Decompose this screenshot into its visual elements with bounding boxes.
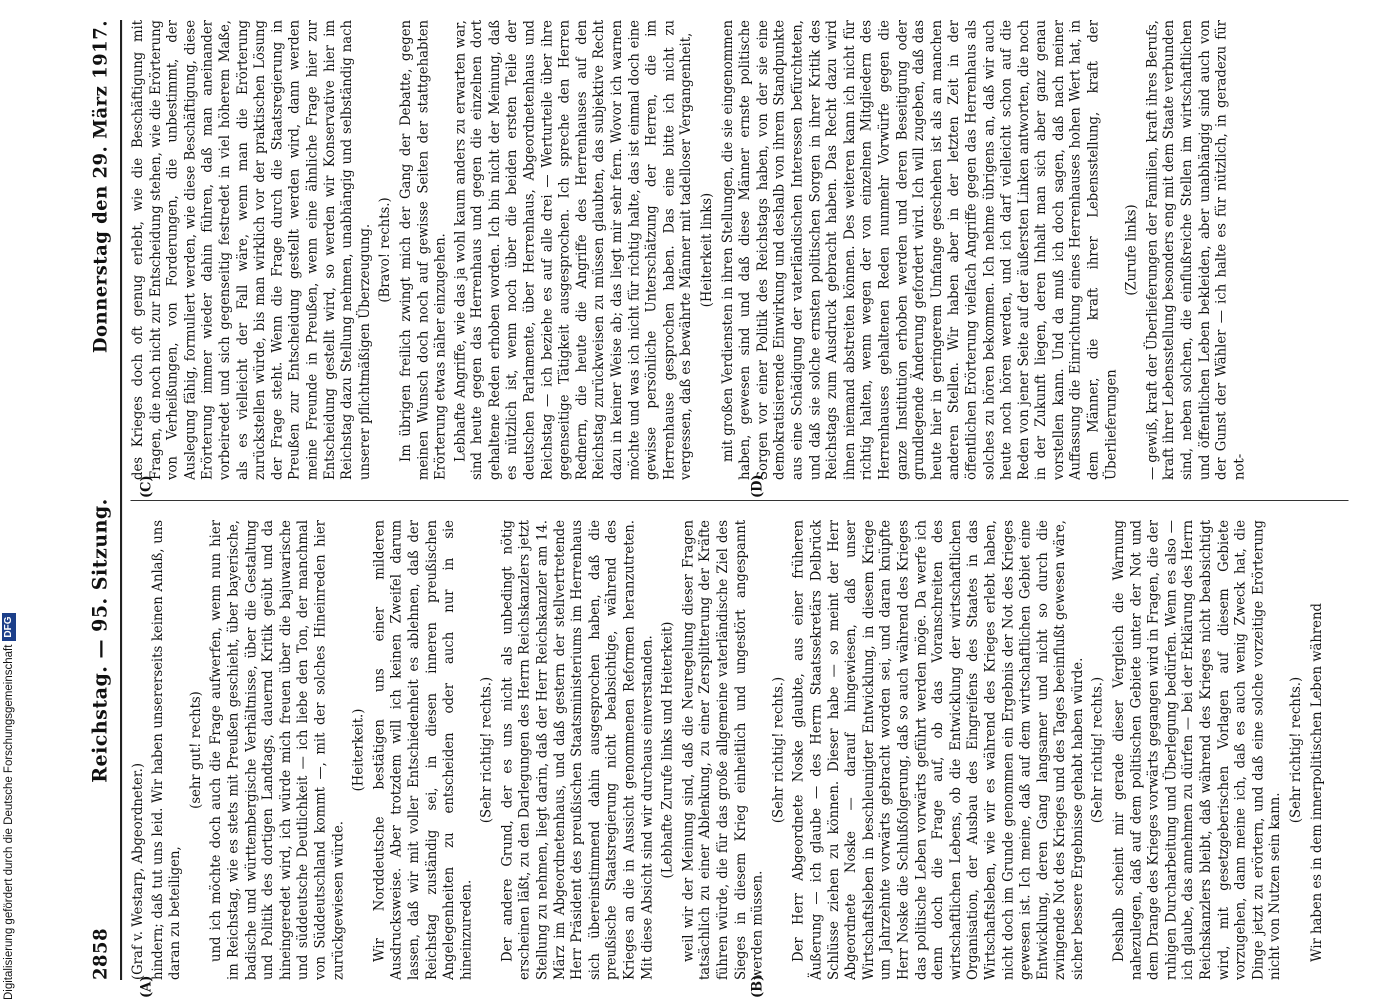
paragraph: Wir Norddeutsche bestätigen uns einer milderen Ausdrucksweise. Aber trotzdem will ich keinen Zweifel darum lassen, daß wir mit voller Entschiedenheit es ablehnen, daß der Reichstag zuständig sei, in diesen inneren preußischen Angelegenheiten zu entscheiden oder auch nur in sie hineinzureden. (371, 520, 475, 980)
interjection: (sehr gut! rechts) (188, 691, 204, 809)
page-number: 2858 (89, 927, 112, 980)
column-divider (131, 500, 1349, 501)
page-header (84, 20, 115, 980)
paragraph: — gewiß, kraft der Überlieferungen der Familien, kraft ihres Berufs, kraft ihrer Lebensstellung besonders eng mit dem Staate verbunden sind, neben solchen, die einflußreiche Stellen im wirtschaftlichen und öffentlichen Leben bekleiden, aber unabhängig sind auch von der Gunst der Wähler — ich halte es für nützlich, in geradezu für not- (1144, 20, 1248, 480)
paragraph: weil wir der Meinung sind, daß die Neuregelung dieser Fragen tatsächlich zu einer Ablenkung, zu einer Zersplitterung der Kräfte führen würde, die für das große allgemeine vaterländische Ziel des Sieges in diesem Krieg einheitlich und ungestört angespannt werden müssen. (680, 520, 766, 980)
paragraph: (Graf v. Westarp, Abgeordneter.) (130, 762, 147, 980)
interjection: (Sehr richtig! rechts.) (770, 676, 787, 824)
scanned-page (78, 0, 1370, 1000)
interjection: (Sehr richtig! rechts.) (1090, 676, 1107, 824)
footer-text: Digitalisierung gefördert durch die Deutsche Forschungsgemeinschaft (3, 644, 15, 1000)
paragraph: des Krieges doch oft genug erlebt, wie die Beschäftigung mit Fragen, die noch nicht zur Entscheidung stehen, wie die Erörterung von Verheißungen, von Forderungen, die unbestimmt, der Auslegung fähig, formuliert werden, wie diese Beschäftigung, diese Erörterung immer wieder dahin führen, daß man aneinander vorbeiredet und sich gegenseitig festredet in viel höherem Maße, als es vielleicht der Fall wäre, wenn man die Erörterung zurückstellen würde, bis man wirklich vor der praktischen Lösung der Frage steht. Wenn die Frage durch die Staatsregierung in Preußen zur Entscheidung gestellt werden wird, dann werden meine Freunde in Preußen, wenn eine ähnliche Frage hier zur Entscheidung gestellt wird, so werden wir Konservative hier im Reichstag dazu Stellung nehmen, unabhängig und selbständig nach unserer pflichtmäßigen Überzeugung. (130, 20, 373, 480)
session-title: Reichstag. — 95. Sitzung. (88, 498, 112, 783)
margin-marker-a: (A) (138, 975, 155, 998)
right-column (131, 20, 1360, 480)
header-rule (120, 20, 122, 980)
interjection: (Heiterkeit.) (351, 708, 367, 792)
interjection: (Zurufe links) (1124, 204, 1140, 296)
margin-marker-d: (D) (750, 474, 766, 498)
footer (0, 540, 18, 1000)
paragraph: Der andere Grund, der es uns nicht als unbedingt nötig erscheinen läßt, zu den Darlegungen des Herrn Reichskanzlers jetzt Stellung zu nehmen, liegt darin, daß der Herr Reichskanzler am 14. März im Abgeordnetenhaus, und daß gestern der stellvertretende Herr Präsident des preußischen Staatsministeriums im Herrenhaus sich übereinstimmend dahin ausgesprochen haben, daß die preußische Staatsregierung nicht beabsichtige, während des Krieges an die in Aussicht genommenen Reformen heranzutreten. Mit diese Absicht sind wir durchaus einverstanden. (499, 520, 656, 980)
footer-credit (0, 540, 18, 1000)
paragraph: und ich möchte doch auch die Frage aufwerfen, wenn nun hier im Reichstag, wie es stets mit Preußen geschieht, über bayerische, badische und württembergische Verhältnisse, über die Gestaltung und Politik des dortigen Landtags, dauernd Kritik geübt und da hineingeredet wird, ich würde mich freuen über die bajuwarische und süddeutsche Deutlichkeit — ich liebe den Ton, der manchmal von Süddeutschland kommt —, mit der solches Hineinreden hier zurückgewiesen würde. (208, 520, 347, 980)
paragraph: Der Herr Abgeordnete Noske glaubte, aus einer früheren Äußerung — ich glaube — des Herrn Staatssekretärs Delbrück Schlüsse ziehen zu können. Dieser habe — so meint der Herr Abgeordnete Noske — darauf hingewiesen, daß unser Wirtschaftsleben in beschleunigter Entwicklung, in diesem Kriege um Jahrzehnte vorwärts gebracht worden sei, und daran knüpfte Herr Noske die Schlußfolgerung, daß so auch während des Krieges das politische Leben vorwärts geführt werden möge. Da werfe ich denn doch die Frage auf, ob das Voranschreiten des wirtschaftlichen Lebens, ob die Entwicklung der wirtschaftlichen Organisation, der Ausbau des Eingreifens des Staates in das Wirtschaftsleben, wie wir es während des Krieges erlebt haben, nicht doch im Grunde genommen ein Ergebnis der Not des Krieges gewesen ist. Ich meine, daß auf dem wirtschaftlichen Gebiet eine Entwicklung, deren Gang langsamer und nicht so durch die zwingende Not des Krieges und des Tages beeinflußt gewesen wäre, sicher bessere Ergebnisse gehabt haben würde. (791, 520, 1086, 980)
interjection: (Sehr richtig! rechts.) (1288, 676, 1305, 824)
dfg-logo: DFG (2, 613, 16, 640)
paragraph: hindern; daß tut uns leid. Wir haben unsererseits keinen Anlaß, uns daran zu beteiligen, (150, 520, 184, 980)
paragraph: mit großen Verdiensten in ihren Stellungen, die sie eingenommen haben, gewesen sind und daß diese Männer ernste politische Sorgen vor einer Politik des Reichstags haben, von der sie eine demokratisierende Einwirkung und deshalb von ihrem Standpunkte aus eine Schädigung der vaterländischen Interessen befürchteten, und daß sie solche ernsten politischen Sorgen in ihrer Kritik des Reichstags zum Ausdruck gebracht haben. Das Recht dazu wird ihnen niemand abstreiten können. Des weiteren kann ich nicht für richtig halten, wenn wegen der von einzelnen Mitgliedern des Herrenhauses gehaltenen Reden nunmehr Vorwürfe gegen die ganze Institution erhoben werden und deren Beseitigung oder grundlegende Änderung gefordert wird. Ich will zugeben, daß das heute hier in geringerem Umfange geschehen ist als an manchen anderen Stellen. Wir haben aber in der letzten Zeit in der öffentlichen Erörterung vielfach Angriffe gegen das Herrenhaus als solches zu hören bekommen. Ich nehme übrigens an, daß wir auch heute noch hören werden, und ich darf vielleicht schon auf die Reden von jener Seite auf der äußersten Linken antworten, die noch in der Zukunft liegen, deren Inhalt man sich aber ganz genau vorstellen kann. Und da muß ich doch sagen, daß nach meiner Auffassung die Einrichtung eines Herrenhauses hohen Wert hat, in dem Männer, die kraft ihrer Lebensstellung, kraft der Überlieferungen (720, 20, 1120, 480)
paragraph: Wir haben es in dem innerpolitischen Leben während (1309, 603, 1325, 962)
interjection: (Bravo! rechts.) (377, 197, 394, 303)
paragraph: Deshalb scheint mir gerade dieser Vergleich die Warnung nahezulegen, daß auf dem politischen Gebiete unter der Not und dem Drange des Krieges vorwärts gegangen wird in Fragen, die der ruhigen Durcharbeitung und Überlegung bedürfen. Wenn es also — ich glaube, das annehmen zu dürfen — bei der Erklärung des Herrn Reichskanzlers bleibt, daß während des Krieges nicht beabsichtigt wird, mit gesetzgeberischen Vorlagen auf diesem Gebiete vorzugehen, dann meine ich, daß es auch wenig Zweck hat, die Dinge jetzt zu erörtern, und daß eine solche vorzeitige Erörterung nicht von Nutzen sein kann. (1111, 520, 1284, 980)
paragraph: Lebhafte Angriffe, wie das ja wohl kaum anders zu erwarten war, sind heute gegen das Herrenhaus und gegen die einzelnen dort gehaltene Reden erhoben worden. Ich bin nicht der Meinung, daß es nützlich ist, wenn noch über die beiden ersten Teile der deutschen Parlamente, über Herrenhaus, Abgeordnetenhaus und Reichstag — ich beziehe es auf alle drei — Werturteile über ihre gegenseitige Tätigkeit ausgesprochen. Ich spreche den Herren Rednern, die heute die Angriffe des Herrenhauses auf den Reichstag zurückweisen zu müssen glaubten, das subjektive Recht dazu in keiner Weise ab; das liegt mir sehr fern. Wovor ich warnen möchte und was ich nicht für richtig halte, das ist einmal doch eine gewisse persönliche Unterschätzung der Herren, die im Herrenhause gesprochen haben. Das eine bitte ich nicht zu vergessen, daß es bewährte Männer mit tadelloser Vergangenheit, (452, 20, 695, 480)
interjection: (Heiterkeit links) (699, 192, 716, 308)
left-column (131, 520, 1360, 980)
session-date: Donnerstag den 29. März 1917. (89, 20, 112, 354)
margin-marker-c: (C) (138, 475, 155, 498)
paragraph: Im übrigen freilich zwingt mich der Gang der Debatte, gegen meinen Wunsch doch noch auf gewisse Seiten der stattgehabten Erörterung etwas näher einzugehen. (398, 20, 449, 480)
interjection: (Sehr richtig! rechts.) (479, 676, 496, 824)
margin-marker-b: (B) (750, 974, 766, 998)
interjection: (Lebhafte Zurufe links und Heiterkeit) (659, 621, 676, 879)
